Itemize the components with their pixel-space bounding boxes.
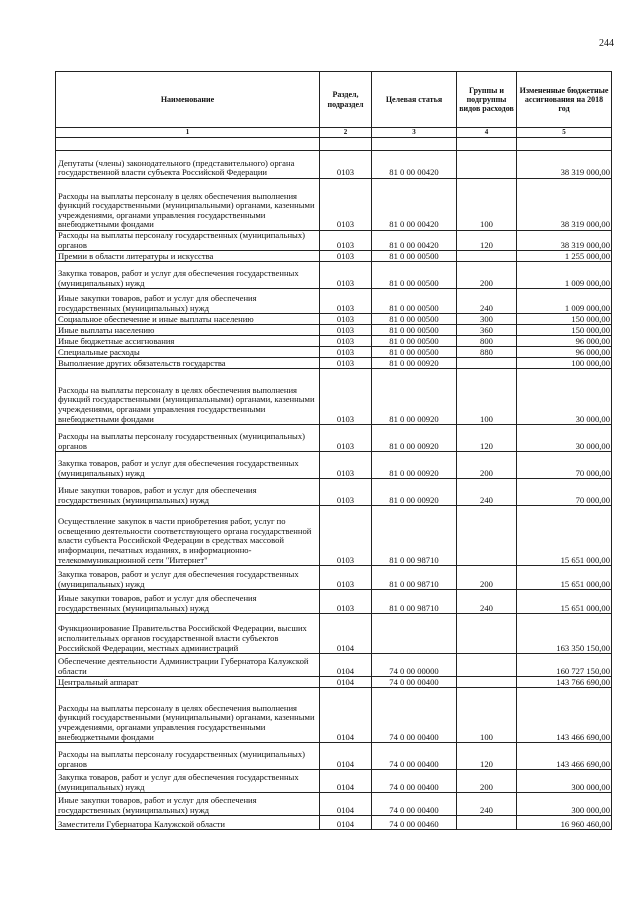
table-row	[56, 452, 612, 479]
column-header: Группы и подгруппы видов расходов	[457, 72, 517, 128]
cell-section: 0103	[320, 151, 372, 179]
cell-section: 0103	[320, 325, 372, 336]
table-row	[56, 425, 612, 452]
cell-name: Расходы на выплаты персоналу государственных (муниципальных) органов	[56, 743, 320, 770]
cell-section: 0104	[320, 816, 372, 830]
table-row	[56, 816, 612, 830]
cell-amount: 96 000,00	[517, 336, 612, 347]
cell-name: Обеспечение деятельности Администрации Губернатора Калужской области	[56, 654, 320, 677]
cell-article: 74 0 00 00000	[372, 654, 457, 677]
cell-article: 81 0 00 00500	[372, 325, 457, 336]
column-header: Измененные бюджетные ассигнования на 2018 год	[517, 72, 612, 128]
cell-group: 200	[457, 566, 517, 590]
cell-amount: 30 000,00	[517, 425, 612, 452]
cell-article: 81 0 00 00920	[372, 479, 457, 506]
table-row	[56, 688, 612, 743]
cell-group: 120	[457, 425, 517, 452]
cell-group	[457, 506, 517, 566]
cell-amount: 15 651 000,00	[517, 590, 612, 614]
column-header: Целевая статья	[372, 72, 457, 128]
cell-name: Закупка товаров, работ и услуг для обеспечения государственных (муниципальных) нужд	[56, 452, 320, 479]
cell-section: 0103	[320, 590, 372, 614]
cell-article: 74 0 00 00400	[372, 688, 457, 743]
cell-article: 81 0 00 00420	[372, 179, 457, 231]
cell-amount: 15 651 000,00	[517, 566, 612, 590]
cell-section: 0103	[320, 336, 372, 347]
budget-table	[55, 71, 612, 830]
cell-name: Иные бюджетные ассигнования	[56, 336, 320, 347]
cell-amount: 150 000,00	[517, 325, 612, 336]
column-number: 2	[320, 128, 372, 138]
cell-group: 200	[457, 262, 517, 289]
cell-group: 240	[457, 479, 517, 506]
table-row	[56, 770, 612, 793]
cell-group	[457, 358, 517, 369]
cell-name: Расходы на выплаты персоналу государственных (муниципальных) органов	[56, 425, 320, 452]
cell-name: Расходы на выплаты персоналу в целях обеспечения выполнения функций государственными (муниципальными) органами, казенными учреждениями, органами управления государственными внебюджетными фондами	[56, 688, 320, 743]
table-header-row	[56, 72, 612, 128]
table-row	[56, 358, 612, 369]
table-row	[56, 325, 612, 336]
cell-group	[457, 654, 517, 677]
cell-article: 74 0 00 00460	[372, 816, 457, 830]
table-row	[56, 479, 612, 506]
table-row	[56, 566, 612, 590]
table-row	[56, 793, 612, 816]
cell-name: Выполнение других обязательств государства	[56, 358, 320, 369]
cell-name: Иные выплаты населению	[56, 325, 320, 336]
spacer-row	[56, 138, 612, 151]
cell-name: Функционирование Правительства Российской Федерации, высших исполнительных органов государственной власти субъектов Российской Федерации, местных администраций	[56, 614, 320, 654]
cell-section: 0103	[320, 425, 372, 452]
cell-name: Расходы на выплаты персоналу в целях обеспечения выполнения функций государственными (муниципальными) органами, казенными учреждениями, органами управления государственными внебюджетными фондами	[56, 179, 320, 231]
cell-name: Премии в области литературы и искусства	[56, 251, 320, 262]
cell-amount: 38 319 000,00	[517, 179, 612, 231]
cell-amount: 15 651 000,00	[517, 506, 612, 566]
cell-amount: 1 009 000,00	[517, 262, 612, 289]
cell-article: 81 0 00 00500	[372, 336, 457, 347]
cell-name: Иные закупки товаров, работ и услуг для обеспечения государственных (муниципальных) нужд	[56, 793, 320, 816]
table-row	[56, 654, 612, 677]
cell-amount: 143 466 690,00	[517, 688, 612, 743]
cell-group	[457, 151, 517, 179]
cell-name: Закупка товаров, работ и услуг для обеспечения государственных (муниципальных) нужд	[56, 262, 320, 289]
cell-name: Иные закупки товаров, работ и услуг для обеспечения государственных (муниципальных) нужд	[56, 479, 320, 506]
cell-section: 0103	[320, 506, 372, 566]
cell-article: 81 0 00 00420	[372, 151, 457, 179]
cell-group: 240	[457, 590, 517, 614]
cell-amount: 70 000,00	[517, 452, 612, 479]
cell-name: Иные закупки товаров, работ и услуг для обеспечения государственных (муниципальных) нужд	[56, 289, 320, 314]
cell-amount: 100 000,00	[517, 358, 612, 369]
cell-amount: 16 960 460,00	[517, 816, 612, 830]
cell-group: 100	[457, 369, 517, 425]
cell-section: 0103	[320, 314, 372, 325]
cell-name: Депутаты (члены) законодательного (представительного) органа государственной власти субъекта Российской Федерации	[56, 151, 320, 179]
cell-article: 81 0 00 00500	[372, 347, 457, 358]
cell-article: 81 0 00 00920	[372, 452, 457, 479]
cell-article: 81 0 00 00500	[372, 314, 457, 325]
column-number: 3	[372, 128, 457, 138]
cell-name: Закупка товаров, работ и услуг для обеспечения государственных (муниципальных) нужд	[56, 770, 320, 793]
cell-section: 0104	[320, 793, 372, 816]
cell-section: 0103	[320, 179, 372, 231]
cell-article: 81 0 00 00920	[372, 358, 457, 369]
cell-group: 240	[457, 793, 517, 816]
cell-amount: 300 000,00	[517, 770, 612, 793]
table-row	[56, 336, 612, 347]
column-number: 4	[457, 128, 517, 138]
cell-name: Расходы на выплаты персоналу государственных (муниципальных) органов	[56, 231, 320, 251]
cell-section: 0104	[320, 654, 372, 677]
cell-section: 0103	[320, 479, 372, 506]
table-row	[56, 289, 612, 314]
cell-amount: 143 766 690,00	[517, 677, 612, 688]
cell-group: 240	[457, 289, 517, 314]
cell-group: 200	[457, 452, 517, 479]
cell-name: Специальные расходы	[56, 347, 320, 358]
column-header: Наименование	[56, 72, 320, 128]
table-row	[56, 314, 612, 325]
cell-group	[457, 816, 517, 830]
cell-group: 120	[457, 231, 517, 251]
cell-section: 0103	[320, 358, 372, 369]
cell-article: 81 0 00 98710	[372, 590, 457, 614]
cell-section: 0103	[320, 289, 372, 314]
cell-amount: 1 009 000,00	[517, 289, 612, 314]
table-row	[56, 231, 612, 251]
cell-group: 300	[457, 314, 517, 325]
cell-group	[457, 614, 517, 654]
cell-group: 800	[457, 336, 517, 347]
cell-section: 0103	[320, 262, 372, 289]
cell-group: 200	[457, 770, 517, 793]
cell-section: 0103	[320, 566, 372, 590]
table-row	[56, 506, 612, 566]
cell-amount: 38 319 000,00	[517, 151, 612, 179]
table-row	[56, 347, 612, 358]
cell-amount: 143 466 690,00	[517, 743, 612, 770]
column-header: Раздел, подраздел	[320, 72, 372, 128]
cell-section: 0103	[320, 231, 372, 251]
cell-amount: 1 255 000,00	[517, 251, 612, 262]
table-row	[56, 677, 612, 688]
table-row	[56, 743, 612, 770]
cell-article: 81 0 00 98710	[372, 566, 457, 590]
column-number: 1	[56, 128, 320, 138]
table-body	[56, 138, 612, 830]
table-row	[56, 151, 612, 179]
cell-amount: 150 000,00	[517, 314, 612, 325]
cell-article	[372, 614, 457, 654]
cell-group: 100	[457, 688, 517, 743]
cell-amount: 70 000,00	[517, 479, 612, 506]
table-row	[56, 262, 612, 289]
cell-amount: 160 727 150,00	[517, 654, 612, 677]
cell-amount: 38 319 000,00	[517, 231, 612, 251]
table-row	[56, 590, 612, 614]
cell-group: 360	[457, 325, 517, 336]
cell-amount: 300 000,00	[517, 793, 612, 816]
table-row	[56, 179, 612, 231]
cell-article: 74 0 00 00400	[372, 743, 457, 770]
cell-group	[457, 677, 517, 688]
cell-group: 880	[457, 347, 517, 358]
cell-name: Центральный аппарат	[56, 677, 320, 688]
cell-section: 0104	[320, 614, 372, 654]
cell-group: 100	[457, 179, 517, 231]
cell-name: Закупка товаров, работ и услуг для обеспечения государственных (муниципальных) нужд	[56, 566, 320, 590]
cell-amount: 30 000,00	[517, 369, 612, 425]
cell-section: 0104	[320, 743, 372, 770]
cell-name: Заместители Губернатора Калужской области	[56, 816, 320, 830]
cell-name: Социальное обеспечение и иные выплаты населению	[56, 314, 320, 325]
cell-article: 81 0 00 00500	[372, 251, 457, 262]
table-row	[56, 369, 612, 425]
cell-amount: 96 000,00	[517, 347, 612, 358]
table-row	[56, 614, 612, 654]
cell-article: 81 0 00 00920	[372, 425, 457, 452]
cell-section: 0104	[320, 688, 372, 743]
cell-section: 0103	[320, 347, 372, 358]
cell-section: 0103	[320, 369, 372, 425]
cell-article: 81 0 00 00420	[372, 231, 457, 251]
cell-group: 120	[457, 743, 517, 770]
page-number: 244	[599, 38, 614, 49]
cell-group	[457, 251, 517, 262]
cell-name: Иные закупки товаров, работ и услуг для обеспечения государственных (муниципальных) нужд	[56, 590, 320, 614]
cell-article: 81 0 00 00920	[372, 369, 457, 425]
cell-section: 0103	[320, 251, 372, 262]
cell-name: Осуществление закупок в части приобретения работ, услуг по освещению деятельности соответствующего органа государственной власти субъекта Российской Федерации в средствах массовой информации, печатных изданиях, в информационно-телекоммуникационной сети "Интернет"	[56, 506, 320, 566]
cell-article: 81 0 00 98710	[372, 506, 457, 566]
cell-section: 0103	[320, 452, 372, 479]
cell-section: 0104	[320, 770, 372, 793]
cell-name: Расходы на выплаты персоналу в целях обеспечения выполнения функций государственными (муниципальными) органами, казенными учреждениями, органами управления государственными внебюджетными фондами	[56, 369, 320, 425]
column-number: 5	[517, 128, 612, 138]
column-number-row	[56, 128, 612, 138]
cell-section: 0104	[320, 677, 372, 688]
cell-article: 74 0 00 00400	[372, 677, 457, 688]
cell-amount: 163 350 150,00	[517, 614, 612, 654]
cell-article: 74 0 00 00400	[372, 770, 457, 793]
table-row	[56, 251, 612, 262]
cell-article: 81 0 00 00500	[372, 289, 457, 314]
cell-article: 81 0 00 00500	[372, 262, 457, 289]
cell-article: 74 0 00 00400	[372, 793, 457, 816]
